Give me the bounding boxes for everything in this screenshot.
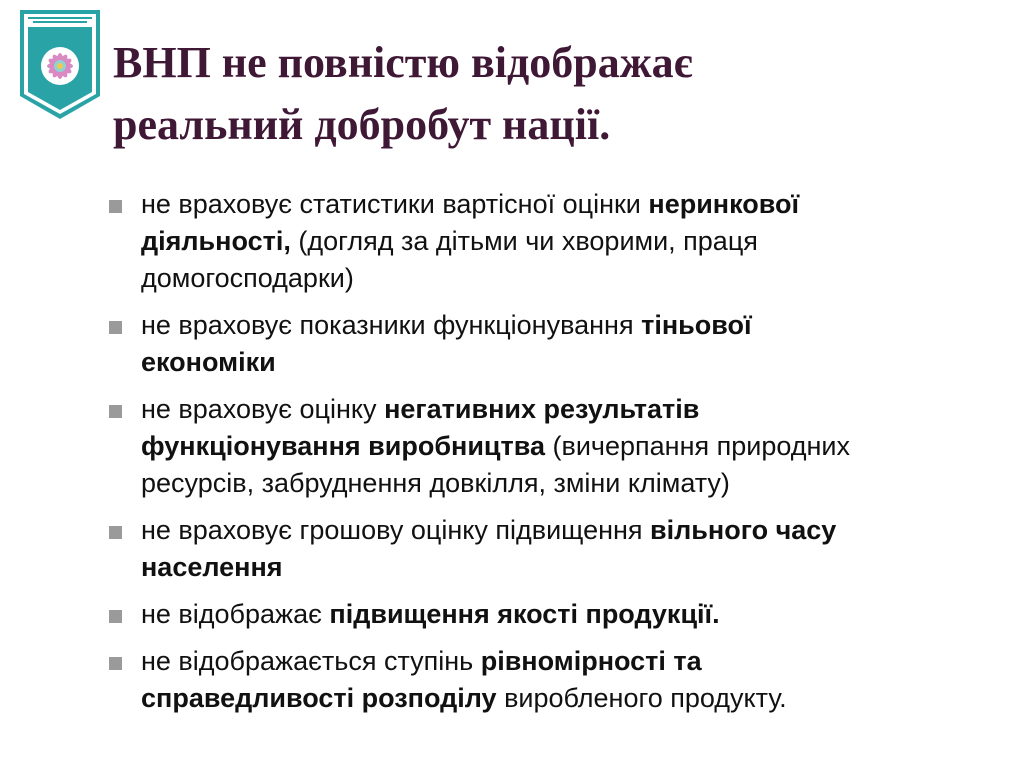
bullet-item [100, 643, 1024, 717]
bullet-bold-text: рівномірності та [480, 646, 702, 676]
bullet-bold-text: тіньової [641, 310, 752, 340]
bullet-bold-text: населення [141, 552, 283, 582]
bullet-square-icon [109, 405, 122, 418]
bullet-text: (догляд за дітьми чи хворими, праця [290, 226, 758, 256]
bullet-square-icon [109, 200, 122, 213]
bullet-line [141, 391, 1024, 428]
bullet-bold-text: справедливості розподілу [141, 683, 497, 713]
bullet-line [141, 307, 1024, 344]
slide-title [113, 32, 893, 156]
bullet-line [141, 428, 1024, 465]
bullet-item [100, 391, 1024, 502]
bullet-line [141, 186, 1024, 223]
bullet-line [141, 465, 1024, 502]
bullet-square-icon [109, 321, 122, 334]
bullet-text: виробленого продукту. [496, 683, 787, 713]
bullet-square-icon [109, 610, 122, 623]
bullet-text: домогосподарки) [141, 263, 354, 293]
bullet-line [141, 549, 1024, 586]
bullet-text: не враховує грошову оцінку підвищення [141, 515, 651, 545]
bullet-bold-text: вільного часу [650, 515, 837, 545]
bullet-text: ресурсів, забруднення довкілля, зміни клімату) [141, 468, 730, 498]
bullet-bold-text: діяльності, [141, 226, 291, 256]
bullet-line [141, 344, 1024, 381]
bullet-line [141, 512, 1024, 549]
bullet-text: не враховує оцінку [141, 394, 385, 424]
bullet-text: не враховує статистики вартісної оцінки [141, 189, 649, 219]
bullet-line [141, 260, 1024, 297]
bullet-bold-text: функціонування виробництва [141, 431, 545, 461]
bullet-item [100, 512, 1024, 586]
bullet-text: не відображає [141, 599, 330, 629]
title-line-1: ВНП не повністю відображає [113, 38, 693, 87]
bullet-square-icon [109, 657, 122, 670]
bullet-text: не враховує показники функціонування [141, 310, 642, 340]
bullet-item [100, 307, 1024, 381]
bullet-text: (вичерпання природних [545, 431, 851, 461]
bullet-item [100, 596, 1024, 633]
university-logo-icon [19, 9, 101, 120]
bullet-square-icon [109, 526, 122, 539]
bullet-bold-text: негативних результатів [384, 394, 700, 424]
bullet-line [141, 643, 1024, 680]
bullet-bold-text: підвищення якості продукції. [329, 599, 720, 629]
title-line-2: реальний добробут нації. [113, 100, 611, 149]
bullet-line [141, 596, 1024, 633]
bullet-item [100, 186, 1024, 297]
bullet-list [100, 186, 1024, 717]
bullet-line [141, 223, 1024, 260]
bullet-bold-text: неринкової [648, 189, 800, 219]
bullet-bold-text: економіки [141, 347, 276, 377]
bullet-line [141, 680, 1024, 717]
bullet-text: не відображається ступінь [141, 646, 481, 676]
